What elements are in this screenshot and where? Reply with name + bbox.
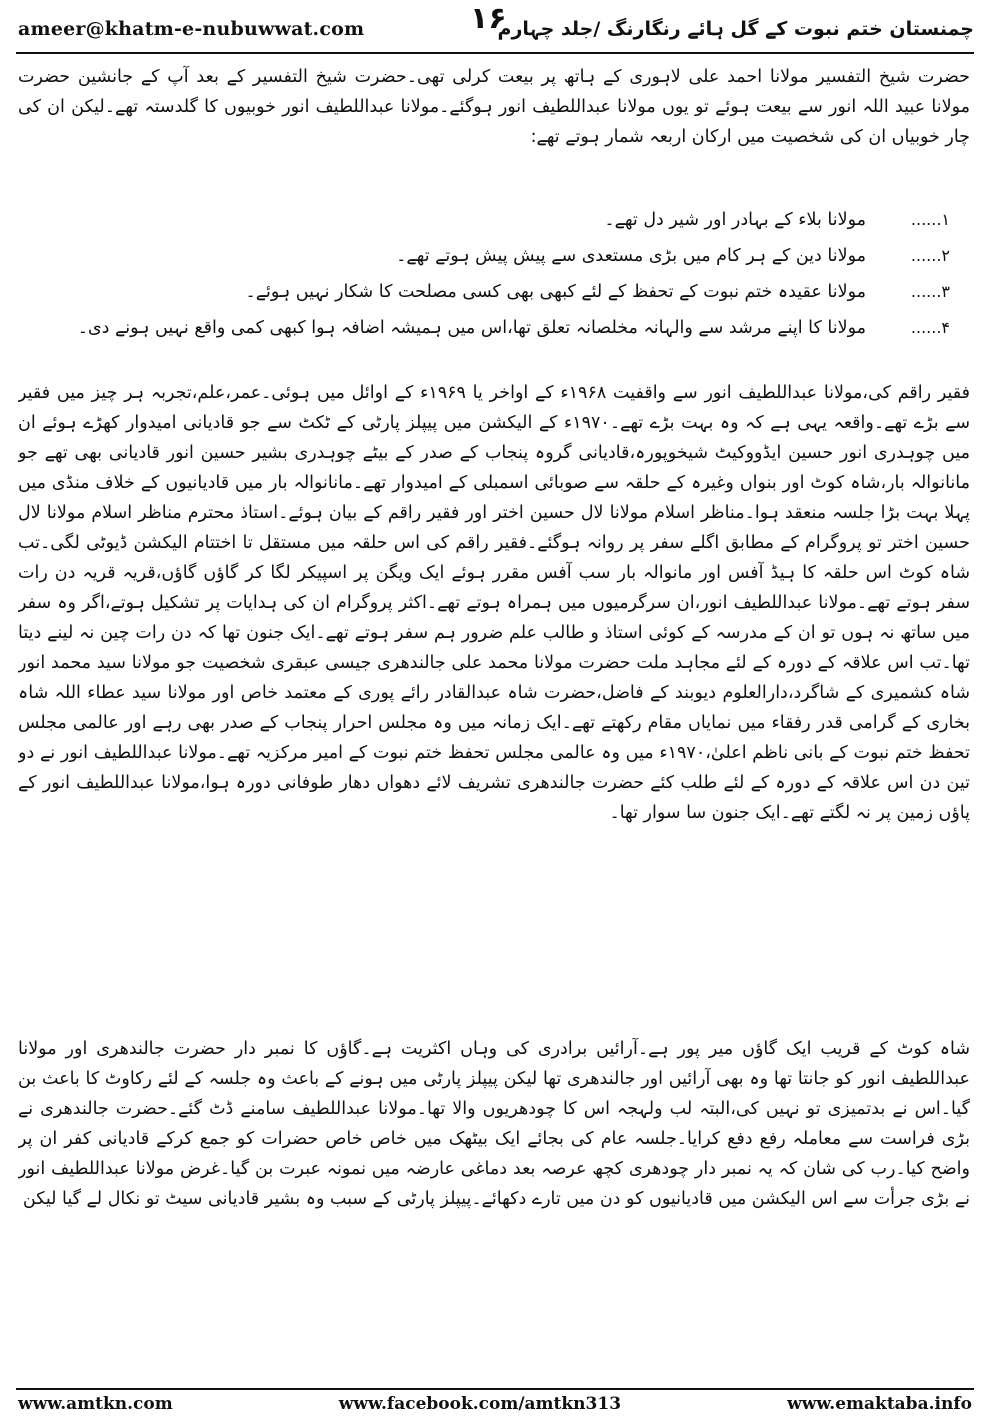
header-book-title: چمنستان ختم نبوت کے گل ہائے رنگارنگ /جلد چہارم — [497, 18, 974, 40]
list-item-number: ۱...... — [910, 210, 950, 229]
list-item-text: مولانا دین کے ہر کام میں بڑی مستعدی سے پیش پیش ہوتے تھے۔ — [396, 246, 866, 266]
list-item-number: ۴...... — [910, 318, 950, 337]
list-item — [18, 274, 970, 310]
footer-link-facebook: www.facebook.com/amtkn313 — [338, 1394, 622, 1414]
list-item-text: مولانا بلاء کے بہادر اور شیر دل تھے۔ — [604, 210, 866, 230]
list-item — [18, 202, 970, 238]
paragraph-intro: حضرت شیخ التفسیر مولانا احمد علی لاہوری کے ہاتھ پر بیعت کرلی تھی۔حضرت شیخ التفسیر کے بعد آپ کے جانشین حضرت مولانا عبید اللہ انور سے بیعت ہوئے تو یوں مولانا عبداللطیف انور ہوگئے۔مولانا عبداللطیف انور خوبیوں کا گلدستہ تھے۔لیکن ان کی چار خوبیاں ان کی شخصیت میں ارکان اربعہ شمار ہوتے تھے: — [18, 67, 970, 147]
list-item — [18, 310, 970, 346]
list-item-text: مولانا عقیدہ ختم نبوت کے تحفظ کے لئے کبھی بھی کسی مصلحت کا شکار نہیں ہوئے۔ — [245, 282, 866, 302]
qualities-list — [18, 198, 970, 378]
footer-link-amtkn: www.amtkn.com — [18, 1394, 173, 1414]
list-item-number: ۳...... — [910, 282, 950, 301]
footer-divider — [16, 1388, 974, 1390]
header-divider — [16, 52, 974, 54]
paragraph-election-1970: فقیر راقم کی،مولانا عبداللطیف انور سے واقفیت ۱۹۶۸ء کے اواخر یا ۱۹۶۹ء کے اوائل میں ہوئی۔عمر،علم،تجربہ ہر چیز میں فقیر سے بڑے تھے۔واقعہ یہی ہے کہ وہ بہت بڑے تھے۔۱۹۷۰ء کے الیکشن میں پیپلز پارٹی کے ٹکٹ سے جو قادیانی امیدوار کھڑے ہوئے ان میں چوہدری انور حسین ایڈووکیٹ شیخوپورہ،قادیانی گروہ پنجاب کے صدر کے بیٹے چوہدری بشیر حسین انور قادیانی بھی تھے جو مانانوالہ بار،شاہ کوٹ اور بنواں وغیرہ کے حلقہ سے صوبائی اسمبلی کے امیدوار تھے۔مانانوالہ بار میں قادیانیوں کے خلاف منڈی میں پہلا بہت بڑا جلسہ منعقد ہوا۔مناظر اسلام مولانا لال حسین اختر اور فقیر راقم کے بیان ہوئے۔استاذ محترم مناظر اسلام مولانا لال حسین اختر تو پروگرام کے مطابق اگلے سفر پر روانہ ہوگئے۔فقیر راقم کی اس حلقہ میں مستقل تا اختتام الیکشن ڈیوٹی لگی۔تب شاہ کوٹ اس حلقہ کا ہیڈ آفس اور مانوالہ بار سب آفس مقرر ہوئے ایک ویگن پر اسپیکر لگا کر گاؤں گاؤں،قریہ قریہ دن رات سفر ہوتے تھے۔مولانا عبداللطیف انور،ان سرگرمیوں میں ہمراہ ہوتے تھے۔اکثر پروگرام ان کی ہدایات پر تشکیل ہوتے،اگر وہ سفر میں ساتھ نہ ہوں تو ان کے مدرسہ کے کوئی استاذ و طالب علم ضرور ہم سفر ہوتے تھے۔ایک جنون تھا کہ دن رات چین نہ لینے دیتا تھا۔تب اس علاقہ کے دورہ کے لئے مجاہد ملت حضرت مولانا محمد علی جالندھری جیسی عبقری شخصیت جو مولانا سید محمد انور شاہ کشمیری کے شاگرد،دارالعلوم دیوبند کے فاضل،حضرت شاہ عبدالقادر رائے پوری کے معتمد خاص اور مولانا سید عطاء اللہ شاہ بخاری کے گرامی قدر رفقاء میں نمایاں مقام رکھتے تھے۔ایک زمانہ میں وہ مجلس احرار پنجاب کے صدر بھی رہے اور عالمی مجلس تحفظ ختم نبوت کے بانی ناظم اعلیٰ،۱۹۷۰ء میں وہ عالمی مجلس تحفظ ختم نبوت کے امیر مرکزیہ تھے۔مولانا عبداللطیف انور نے دو تین دن اس علاقہ کے دورہ کے لئے طلب کئے حضرت جالندھری تشریف لائے دھواں دھار طوفانی دورہ ہوا،مولانا عبداللطیف انور کے پاؤں زمین پر نہ لگتے تھے۔ایک جنون سا سوار تھا۔ — [18, 383, 970, 823]
paragraph-mirpur-village: شاہ کوٹ کے قریب ایک گاؤں میر پور ہے۔آرائیں برادری کی وہاں اکثریت ہے۔گاؤں کا نمبر دار حضرت جالندھری اور مولانا عبداللطیف انور کو جانتا تھا وہ بھی آرائیں اور جالندھری تھا لیکن پیپلز پارٹی میں ہونے کے باعث وہ جلسہ کے لئے رکاوٹ کا باعث بن گیا۔اس نے بدتمیزی تو نہیں کی،البتہ لب ولہجہ اس کا چودھریوں والا تھا۔مولانا عبداللطیف سامنے ڈٹ گئے۔حضرت جالندھری نے بڑی فراست سے معاملہ رفع دفع کرایا۔جلسہ عام کی بجائے ایک بیٹھک میں خاص خاص حضرات کو جمع کرکے قادیانی کفر ان پر واضح کیا۔رب کی شان کہ یہ نمبر دار چودھری کچھ عرصہ بعد دماغی عارضہ میں نمونہ عبرت بن گیا۔غرض مولانا عبداللطیف انور نے بڑی جرأت سے اس الیکشن میں قادیانیوں کو دن میں تارے دکھائے۔پیپلز پارٹی کے سبب وہ بشیر قادیانی سیٹ تو نکال لے گیا لیکن — [18, 1039, 970, 1209]
page-footer — [18, 1392, 972, 1416]
list-item — [18, 238, 970, 274]
footer-link-emaktaba: www.emaktaba.info — [787, 1394, 972, 1414]
list-item-number: ۲...... — [910, 246, 950, 265]
list-item-text: مولانا کا اپنے مرشد سے والہانہ مخلصانہ تعلق تھا،اس میں ہمیشہ اضافہ ہوا کبھی کمی واقع نہیں ہونے دی۔ — [77, 318, 866, 338]
page-body — [18, 62, 970, 1382]
page-number: ۱۶ — [470, 1, 507, 36]
header-email: ameer@khatm-e-nubuwwat.com — [18, 18, 365, 40]
